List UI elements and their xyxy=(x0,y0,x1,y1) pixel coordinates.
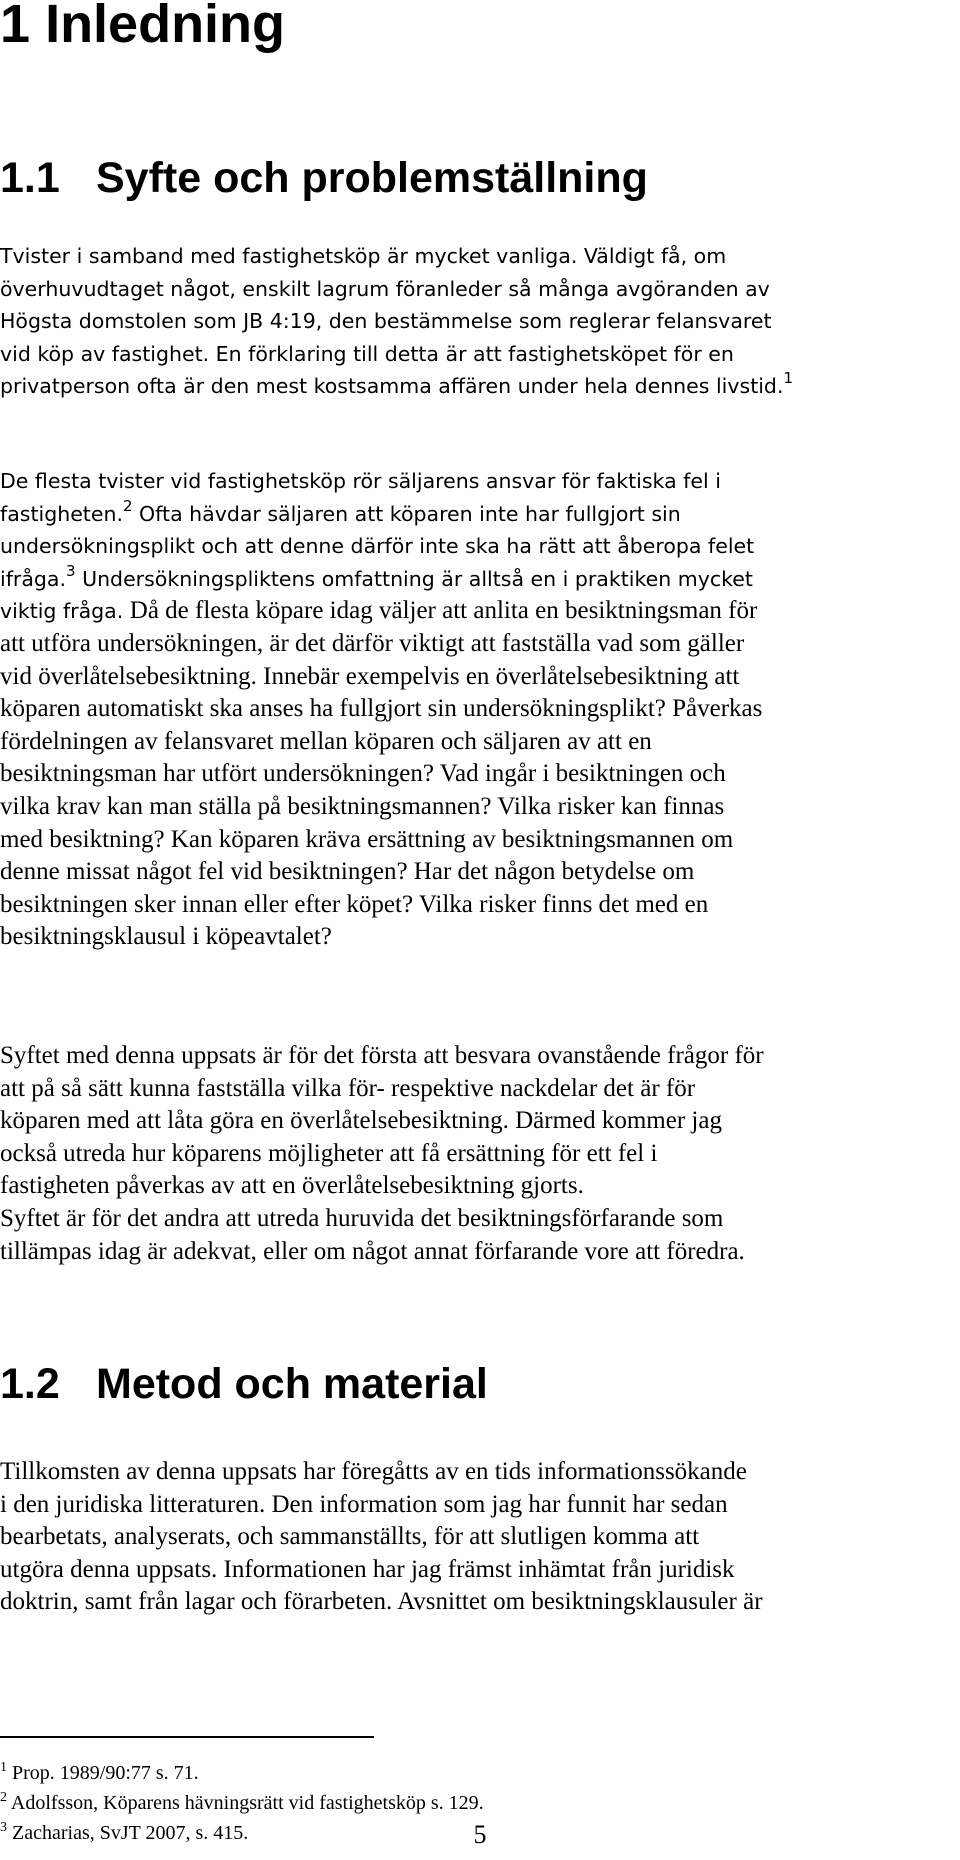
text-line xyxy=(0,498,940,531)
paragraph-disputes xyxy=(0,465,940,954)
text-line: fastigheten påverkas av att en överlåtelsebesiktning gjorts. xyxy=(0,1172,584,1200)
footnote-1 xyxy=(0,1758,484,1788)
text-segment: Ofta hävdar säljaren att köparen inte har fullgjort sin xyxy=(132,501,681,526)
chapter-title: Inledning xyxy=(45,0,286,54)
footnote-ref-3[interactable]: 3 xyxy=(66,561,76,580)
paragraph-method xyxy=(0,1456,940,1619)
text-line: besiktningen sker innan eller efter köpet? Vilka risker finns det med en xyxy=(0,890,709,918)
footnote-number: 3 xyxy=(0,1820,7,1835)
footnote-number: 2 xyxy=(0,1790,7,1805)
text-segment: ifråga. xyxy=(0,566,66,591)
text-line: fördelningen av felansvaret mellan köparen och säljaren av att en xyxy=(0,727,652,755)
text-line: köparen automatiskt ska anses ha fullgjort sin undersökningsplikt? Påverkas xyxy=(0,695,763,723)
section-heading-1-2 xyxy=(0,1358,488,1410)
page-number: 5 xyxy=(473,1820,487,1849)
section-heading-1-1 xyxy=(0,152,648,204)
text-line: bearbetats, analyserats, och sammanställts, för att slutligen komma att xyxy=(0,1523,700,1551)
text-line: tillämpas idag är adekvat, eller om något annat förfarande vore att föredra. xyxy=(0,1237,745,1265)
chapter-number: 1 xyxy=(0,0,31,54)
section-title: Syfte och problemställning xyxy=(96,154,648,202)
text-line: Tillkomsten av denna uppsats har föregåtts av en tids informationssökande xyxy=(0,1458,747,1485)
text-line: att utföra undersökningen, är det därför viktigt att fastställa vad som gäller xyxy=(0,629,745,657)
text-line xyxy=(0,595,940,628)
text-line: besiktningsman har utfört undersökningen? Vad ingår i besiktningen och xyxy=(0,760,726,788)
chapter-heading xyxy=(0,0,285,56)
footnote-number: 1 xyxy=(0,1760,7,1775)
footnote-text: Prop. 1989/90:77 s. 71. xyxy=(12,1762,199,1784)
text-line: köparen med att låta göra en överlåtelsebesiktning. Därmed kommer jag xyxy=(0,1107,722,1135)
footnote-separator xyxy=(0,1736,374,1738)
text-line: besiktningsklausul i köpeavtalet? xyxy=(0,923,332,951)
text-segment: privatperson ofta är den mest kostsamma affären under hela dennes livstid. xyxy=(0,374,784,399)
text-line: denne missat något fel vid besiktningen? Har det någon betydelse om xyxy=(0,858,695,886)
text-line xyxy=(0,370,940,403)
text-line xyxy=(0,563,940,596)
footnote-text: Adolfsson, Köparens hävningsrätt vid fastighetsköp s. 129. xyxy=(10,1792,484,1814)
section-title: Metod och material xyxy=(96,1360,488,1408)
section-number: 1.1 xyxy=(0,154,60,202)
text-line: vilka krav kan man ställa på besiktningsmannen? Vilka risker kan finnas xyxy=(0,792,725,820)
text-line: utgöra denna uppsats. Informationen har jag främst inhämtat från juridisk xyxy=(0,1555,735,1583)
text-line: att på så sätt kunna fastställa vilka för- respektive nackdelar det är för xyxy=(0,1074,696,1102)
text-line: överhuvudtaget något, enskilt lagrum föranleder så många avgöranden av xyxy=(0,276,770,301)
text-line: Högsta domstolen som JB 4:19, den bestämmelse som reglerar felansvaret xyxy=(0,309,772,334)
paragraph-intro xyxy=(0,240,940,403)
footnote-ref-1[interactable]: 1 xyxy=(783,369,794,388)
text-line: vid köp av fastighet. En förklaring till detta är att fastighetsköpet för en xyxy=(0,341,734,366)
text-line: undersökningsplikt och att denne därför inte ska ha rätt att åberopa felet xyxy=(0,534,755,559)
text-line: med besiktning? Kan köparen kräva ersättning av besiktningsmannen om xyxy=(0,825,734,853)
text-segment: fastigheten. xyxy=(0,501,123,526)
text-line: också utreda hur köparens möjligheter att få ersättning för ett fel i xyxy=(0,1139,658,1167)
paragraph-purpose xyxy=(0,1040,940,1268)
footnote-2 xyxy=(0,1788,484,1818)
text-line: i den juridiska litteraturen. Den information som jag har funnit har sedan xyxy=(0,1490,728,1518)
text-line: vid överlåtelsebesiktning. Innebär exempelvis en överlåtelsebesiktning att xyxy=(0,662,740,690)
footnote-text: Zacharias, SvJT 2007, s. 415. xyxy=(12,1822,249,1844)
text-line: doktrin, samt från lagar och förarbeten. Avsnittet om besiktningsklausuler är xyxy=(0,1588,763,1616)
text-line: Syftet med denna uppsats är för det första att besvara ovanstående frågor för xyxy=(0,1042,764,1069)
text-segment: viktig fråga. xyxy=(0,599,130,624)
text-line: Tvister i samband med fastighetsköp är mycket vanliga. Väldigt få, om xyxy=(0,244,727,268)
text-segment: Då de flesta köpare idag väljer att anlita en besiktningsman för xyxy=(129,597,758,625)
footnote-ref-2[interactable]: 2 xyxy=(122,496,133,515)
section-number: 1.2 xyxy=(0,1360,60,1408)
text-segment: Undersökningspliktens omfattning är alltså en i praktiken mycket xyxy=(75,566,753,591)
text-line: De flesta tvister vid fastighetsköp rör säljarens ansvar för faktiska fel i xyxy=(0,469,721,493)
text-line: Syftet är för det andra att utreda huruvida det besiktningsförfarande som xyxy=(0,1204,724,1232)
